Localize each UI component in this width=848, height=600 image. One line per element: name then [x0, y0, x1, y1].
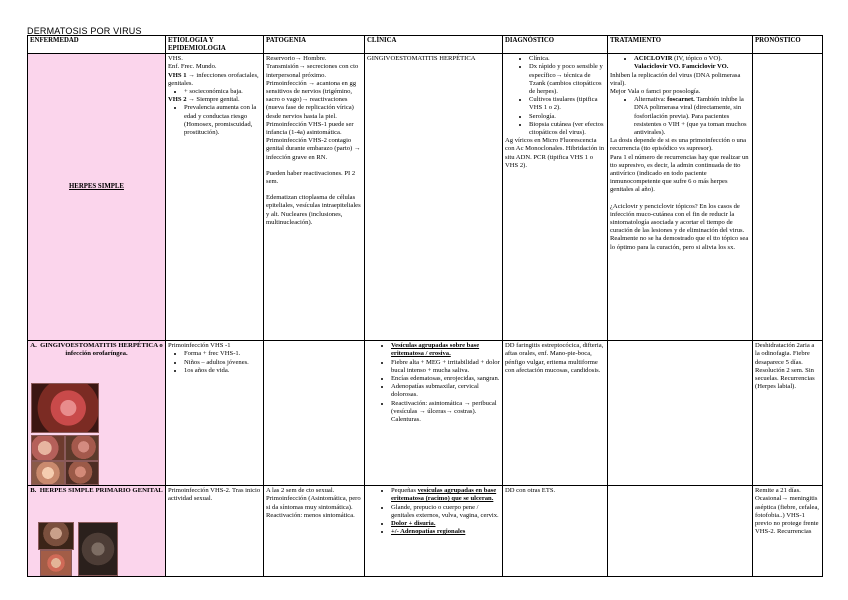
- pathogenesis-cell: Reservorio→ Hombre. Transmisión→ secreciones con cto interpersonal próximo. Primoinfección → acantona en gg sensitivos de nervios (trigémino, sacro o vago)→ reactivaciones (nueva fase de replicación vírica) desde nervios hasta la piel. Primoinfección VHS-1 puede ser infancia (1-4a) asintomática. Primoinfección VHS-2 contagio genital durante embarazo (parto) → infección grave en RN. Pueden haber reactivaciones. PI 2 sem. Edematizan citoplasma de células epiteliales, vesículas intraepiteliales y alt. Nucleares (inclusiones, multinucleación).: [264, 54, 365, 341]
- oral-lesion-photo: [31, 383, 99, 433]
- etiology-cell: Primoinfección VHS-2. Tras inicio actividad sexual.: [166, 486, 264, 577]
- genital-lesion-photo: [40, 550, 72, 576]
- header-clinic: CLÍNICA: [365, 36, 503, 54]
- header-row: [28, 36, 823, 54]
- document-title: DERMATOSIS POR VIRUS: [27, 26, 142, 36]
- table-row-herpes-genital: [28, 486, 823, 577]
- diagnosis-cell: DD faringitis estreptocócica, difteria, aftas orales, enf. Mano-pie-boca, pénfigo vulgar, eritema multiforme con afectación mucosas, candidosis.: [503, 341, 608, 486]
- table-row-herpes-simple: [28, 54, 823, 341]
- clinic-cell: • Pequeñas vesículas agrupadas en base eritematosa (racimo) que se ulceran. • Glande, prepucio o cuerpo pene / genitales externos, vulva, vagina, cervix. • Dolor + disuria. • +/- Adenopatías regionales: [365, 486, 503, 577]
- treatment-cell: [608, 486, 753, 577]
- diagnosis-cell: • Clínica. • Dx rápido y poco sensible y específico→ técnica de Tzank (cambios citopáticos de herpes). • Cultivos tisulares (tipifica VHS 1 o 2). • Serología. • Biopsia cutánea (ver efectos citopáticos del virus). Ag víricos en Micro Fluorescencia con Ac Monoclonales. Hibridación in situ ADN. PCR (tipifica VHS 1 o VHS 2).: [503, 54, 608, 341]
- lip-lesion-photo: [31, 461, 65, 485]
- clinic-cell: GINGIVOESTOMATITIS HERPÉTICA: [365, 54, 503, 341]
- disease-name: HERPES SIMPLE PRIMARIO GENITAL: [39, 487, 163, 495]
- disease-name: HERPES SIMPLE: [69, 183, 124, 191]
- etiology-cell: Primoinfección VHS -1 • Forma + frec VHS-1. • Niños – adultos jóvenes. • 1os años de vida.: [166, 341, 264, 486]
- diagnosis-cell: DD con otras ETS.: [503, 486, 608, 577]
- clinic-cell: • Vesículas agrupadas sobre base eritematosa / erosiva. • Fiebre alta + MEG + irritabilidad + dolor bucal intenso + mucha saliva. • Encías edematosas, enrojecidas, sangran. • Adenopatías submaxilar, cervical dolorosas. • Reactivación: asintomática → peribucal (vesículas → úlceras→ costras). Calenturas.: [365, 341, 503, 486]
- virus-dermatosis-table: [27, 35, 823, 577]
- genital-lesion-photo: [78, 522, 118, 576]
- header-disease: ENFERMEDAD: [28, 36, 166, 54]
- pathogenesis-cell: A las 2 sem de cto sexual. Primoinfección (Asintomática, pero si da síntomas muy sintomática). Reactivación: menos sintomática.: [264, 486, 365, 577]
- etiology-cell: VHS. Enf. Frec. Mundo. VHS 1 → infecciones orofaciales, genitales. • + socieconómica baja. VHS 2 → Siempre genital. • Prevalencia aumenta con la edad y conductas riesgo (Homosex, promiscuidad, prostitución).: [166, 54, 264, 341]
- lip-lesion-photo: [65, 435, 99, 461]
- header-diagnosis: DIAGNÓSTICO: [503, 36, 608, 54]
- disease-cell: B. HERPES SIMPLE PRIMARIO GENITAL: [28, 486, 166, 577]
- header-etiology: ETIOLOGIA Y EPIDEMIOLOGIA: [166, 36, 264, 54]
- header-pathogenesis: PATOGENIA: [264, 36, 365, 54]
- prognosis-cell: Remite a 21 días. Ocasional→ meningitis aséptica (fiebre, cefalea, fotofobia..) VHS-1 previo no protege frente VHS-2. Recurrencias: [753, 486, 823, 577]
- lip-lesion-photo: [31, 435, 65, 461]
- lip-lesion-photo: [65, 461, 99, 485]
- header-prognosis: PRONÓSTICO: [753, 36, 823, 54]
- disease-cell: A. GINGIVOESTOMATITIS HERPÉTICA o infección orofaríngea.: [28, 341, 166, 486]
- genital-lesion-photo: [38, 522, 74, 550]
- disease-cell: [28, 54, 166, 341]
- pathogenesis-cell: [264, 341, 365, 486]
- table-row-gingivoestomatitis: [28, 341, 823, 486]
- header-treatment: TRATAMIENTO: [608, 36, 753, 54]
- disease-name: GINGIVOESTOMATITIS HERPÉTICA o infección orofaríngea.: [40, 342, 163, 358]
- treatment-cell: • ACICLOVIR (IV, tópico o VO). Valaciclovir VO. Famciclovir VO. Inhiben la replicación del virus (DNA polimerasa viral). Mejor Vala o famci por posología. • Alternativa: foscarnet. También inhibe la DNA polimerasa viral (directamente, sin fosforilación previa). Para pacientes resistentes o VIH + (que ya toman muchos antivirales). La dosis depende de si es una primoinfección o una recurrencia (tto episódico vs supresor). Para 1 el número de recurrencias hay que realizar un tto supresivo, es decir, la admin continuada de tto antivírico (indicado en todo paciente inmunocompetente que sufre 6 o más herpes genitales al año). ¿Aciclovir y penciclovir tópicos? En los casos de infección muco-cutánea con el fin de reducir la sintomatología asociada y acortar el tiempo de curación de las lesiones y de eliminación del virus. Realmente no se ha demostrado que el tto tópico sea lo óptimo para la curación, pero si alivia los sx.: [608, 54, 753, 341]
- prognosis-cell: [753, 54, 823, 341]
- treatment-cell: [608, 341, 753, 486]
- prognosis-cell: Deshidratación 2aria a la odinofagia. Fiebre desaparece 5 días. Resolución 2 sem. Sin secuelas. Recurrencias (Herpes labial).: [753, 341, 823, 486]
